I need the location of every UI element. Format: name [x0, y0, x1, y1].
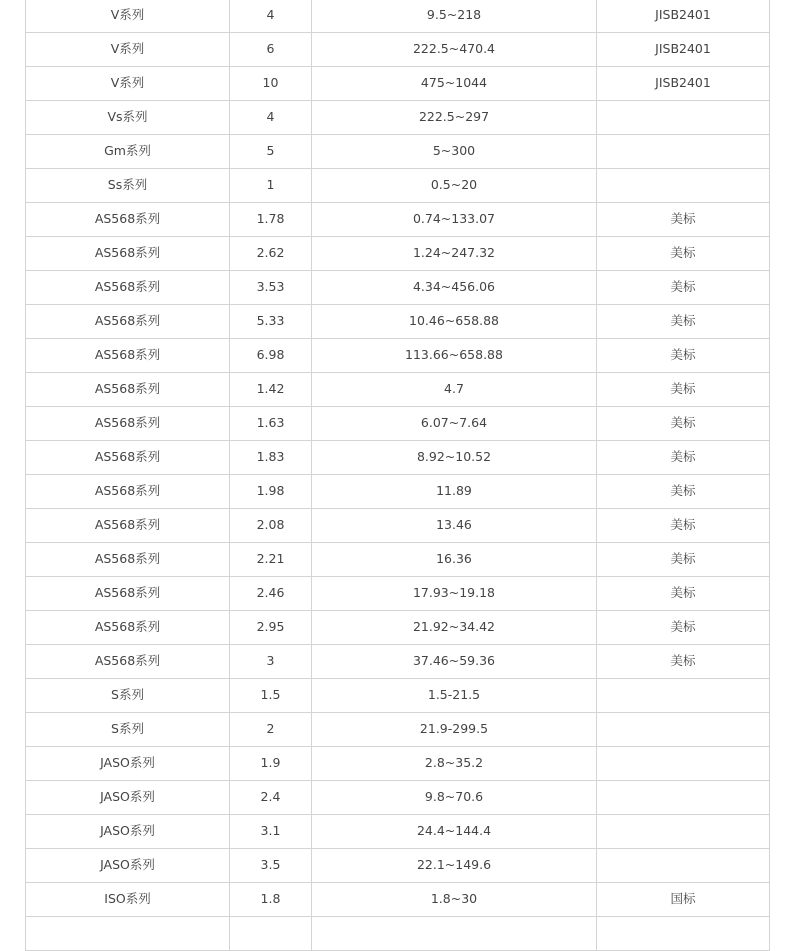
cross-section-cell: 1.78: [230, 203, 312, 237]
series-cell: AS568系列: [26, 373, 230, 407]
inner-diameter-cell: 2.8~35.2: [312, 747, 597, 781]
cross-section-cell: 10: [230, 67, 312, 101]
inner-diameter-cell: 24.4~144.4: [312, 815, 597, 849]
cross-section-cell: 1: [230, 169, 312, 203]
series-cell: AS568系列: [26, 407, 230, 441]
standard-cell: 美标: [597, 645, 770, 679]
table-row: [26, 373, 770, 407]
standard-cell: JISB2401: [597, 33, 770, 67]
table-row: [26, 0, 770, 33]
standard-cell: [597, 101, 770, 135]
table-row: [26, 645, 770, 679]
standard-cell: [597, 917, 770, 951]
cross-section-cell: 1.98: [230, 475, 312, 509]
standard-cell: 美标: [597, 271, 770, 305]
series-cell: AS568系列: [26, 645, 230, 679]
table-row: [26, 67, 770, 101]
inner-diameter-cell: 10.46~658.88: [312, 305, 597, 339]
series-cell: Gm系列: [26, 135, 230, 169]
series-cell: JASO系列: [26, 781, 230, 815]
cross-section-cell: 2.08: [230, 509, 312, 543]
table-row: [26, 509, 770, 543]
series-cell: Ss系列: [26, 169, 230, 203]
inner-diameter-cell: 22.1~149.6: [312, 849, 597, 883]
series-cell: AS568系列: [26, 577, 230, 611]
inner-diameter-cell: 0.5~20: [312, 169, 597, 203]
cross-section-cell: 3.53: [230, 271, 312, 305]
series-cell: AS568系列: [26, 509, 230, 543]
spec-table: [25, 0, 770, 951]
series-cell: V系列: [26, 67, 230, 101]
series-cell: AS568系列: [26, 475, 230, 509]
standard-cell: 国标: [597, 883, 770, 917]
table-row: [26, 101, 770, 135]
table-row: [26, 543, 770, 577]
standard-cell: [597, 679, 770, 713]
standard-cell: 美标: [597, 237, 770, 271]
inner-diameter-cell: 4.34~456.06: [312, 271, 597, 305]
inner-diameter-cell: 113.66~658.88: [312, 339, 597, 373]
table-row: [26, 305, 770, 339]
table-row: [26, 203, 770, 237]
cross-section-cell: 2.46: [230, 577, 312, 611]
cross-section-cell: 5: [230, 135, 312, 169]
standard-cell: [597, 849, 770, 883]
table-row: [26, 169, 770, 203]
standard-cell: [597, 781, 770, 815]
cross-section-cell: 1.8: [230, 883, 312, 917]
cross-section-cell: 3: [230, 645, 312, 679]
table-row: [26, 237, 770, 271]
table-row: [26, 815, 770, 849]
series-cell: [26, 917, 230, 951]
inner-diameter-cell: 17.93~19.18: [312, 577, 597, 611]
series-cell: AS568系列: [26, 611, 230, 645]
series-cell: Vs系列: [26, 101, 230, 135]
standard-cell: 美标: [597, 577, 770, 611]
inner-diameter-cell: 13.46: [312, 509, 597, 543]
cross-section-cell: [230, 917, 312, 951]
inner-diameter-cell: [312, 917, 597, 951]
inner-diameter-cell: 222.5~470.4: [312, 33, 597, 67]
table-row: [26, 441, 770, 475]
standard-cell: 美标: [597, 305, 770, 339]
table-row: [26, 883, 770, 917]
standard-cell: 美标: [597, 543, 770, 577]
standard-cell: [597, 135, 770, 169]
inner-diameter-cell: 4.7: [312, 373, 597, 407]
table-row: [26, 849, 770, 883]
inner-diameter-cell: 0.74~133.07: [312, 203, 597, 237]
cross-section-cell: 2: [230, 713, 312, 747]
series-cell: AS568系列: [26, 441, 230, 475]
cross-section-cell: 2.21: [230, 543, 312, 577]
standard-cell: [597, 169, 770, 203]
inner-diameter-cell: 11.89: [312, 475, 597, 509]
cross-section-cell: 4: [230, 101, 312, 135]
inner-diameter-cell: 1.24~247.32: [312, 237, 597, 271]
standard-cell: 美标: [597, 373, 770, 407]
cross-section-cell: 6: [230, 33, 312, 67]
inner-diameter-cell: 37.46~59.36: [312, 645, 597, 679]
table-row: [26, 747, 770, 781]
inner-diameter-cell: 1.8~30: [312, 883, 597, 917]
series-cell: S系列: [26, 713, 230, 747]
inner-diameter-cell: 6.07~7.64: [312, 407, 597, 441]
cross-section-cell: 1.42: [230, 373, 312, 407]
series-cell: ISO系列: [26, 883, 230, 917]
series-cell: AS568系列: [26, 339, 230, 373]
table-row: [26, 713, 770, 747]
inner-diameter-cell: 5~300: [312, 135, 597, 169]
cross-section-cell: 1.9: [230, 747, 312, 781]
inner-diameter-cell: 21.9-299.5: [312, 713, 597, 747]
inner-diameter-cell: 21.92~34.42: [312, 611, 597, 645]
table-row: [26, 135, 770, 169]
inner-diameter-cell: 8.92~10.52: [312, 441, 597, 475]
inner-diameter-cell: 16.36: [312, 543, 597, 577]
series-cell: JASO系列: [26, 815, 230, 849]
spec-table-body: [26, 0, 770, 951]
inner-diameter-cell: 9.5~218: [312, 0, 597, 33]
standard-cell: 美标: [597, 441, 770, 475]
series-cell: JASO系列: [26, 849, 230, 883]
inner-diameter-cell: 1.5-21.5: [312, 679, 597, 713]
table-row: [26, 475, 770, 509]
series-cell: AS568系列: [26, 237, 230, 271]
cross-section-cell: 3.1: [230, 815, 312, 849]
standard-cell: [597, 815, 770, 849]
series-cell: S系列: [26, 679, 230, 713]
standard-cell: 美标: [597, 339, 770, 373]
series-cell: AS568系列: [26, 305, 230, 339]
standard-cell: 美标: [597, 203, 770, 237]
series-cell: JASO系列: [26, 747, 230, 781]
standard-cell: 美标: [597, 475, 770, 509]
cross-section-cell: 6.98: [230, 339, 312, 373]
table-row: [26, 917, 770, 951]
cross-section-cell: 2.4: [230, 781, 312, 815]
cross-section-cell: 5.33: [230, 305, 312, 339]
table-row: [26, 781, 770, 815]
table-row: [26, 339, 770, 373]
standard-cell: [597, 713, 770, 747]
cross-section-cell: 3.5: [230, 849, 312, 883]
inner-diameter-cell: 475~1044: [312, 67, 597, 101]
series-cell: V系列: [26, 0, 230, 33]
table-row: [26, 407, 770, 441]
cross-section-cell: 4: [230, 0, 312, 33]
standard-cell: JISB2401: [597, 67, 770, 101]
series-cell: V系列: [26, 33, 230, 67]
cross-section-cell: 2.62: [230, 237, 312, 271]
table-row: [26, 271, 770, 305]
cross-section-cell: 2.95: [230, 611, 312, 645]
standard-cell: 美标: [597, 611, 770, 645]
standard-cell: [597, 747, 770, 781]
series-cell: AS568系列: [26, 543, 230, 577]
cross-section-cell: 1.63: [230, 407, 312, 441]
standard-cell: JISB2401: [597, 0, 770, 33]
table-row: [26, 33, 770, 67]
standard-cell: 美标: [597, 509, 770, 543]
standard-cell: 美标: [597, 407, 770, 441]
inner-diameter-cell: 222.5~297: [312, 101, 597, 135]
table-row: [26, 679, 770, 713]
cross-section-cell: 1.83: [230, 441, 312, 475]
cross-section-cell: 1.5: [230, 679, 312, 713]
series-cell: AS568系列: [26, 203, 230, 237]
table-row: [26, 577, 770, 611]
table-row: [26, 611, 770, 645]
series-cell: AS568系列: [26, 271, 230, 305]
inner-diameter-cell: 9.8~70.6: [312, 781, 597, 815]
